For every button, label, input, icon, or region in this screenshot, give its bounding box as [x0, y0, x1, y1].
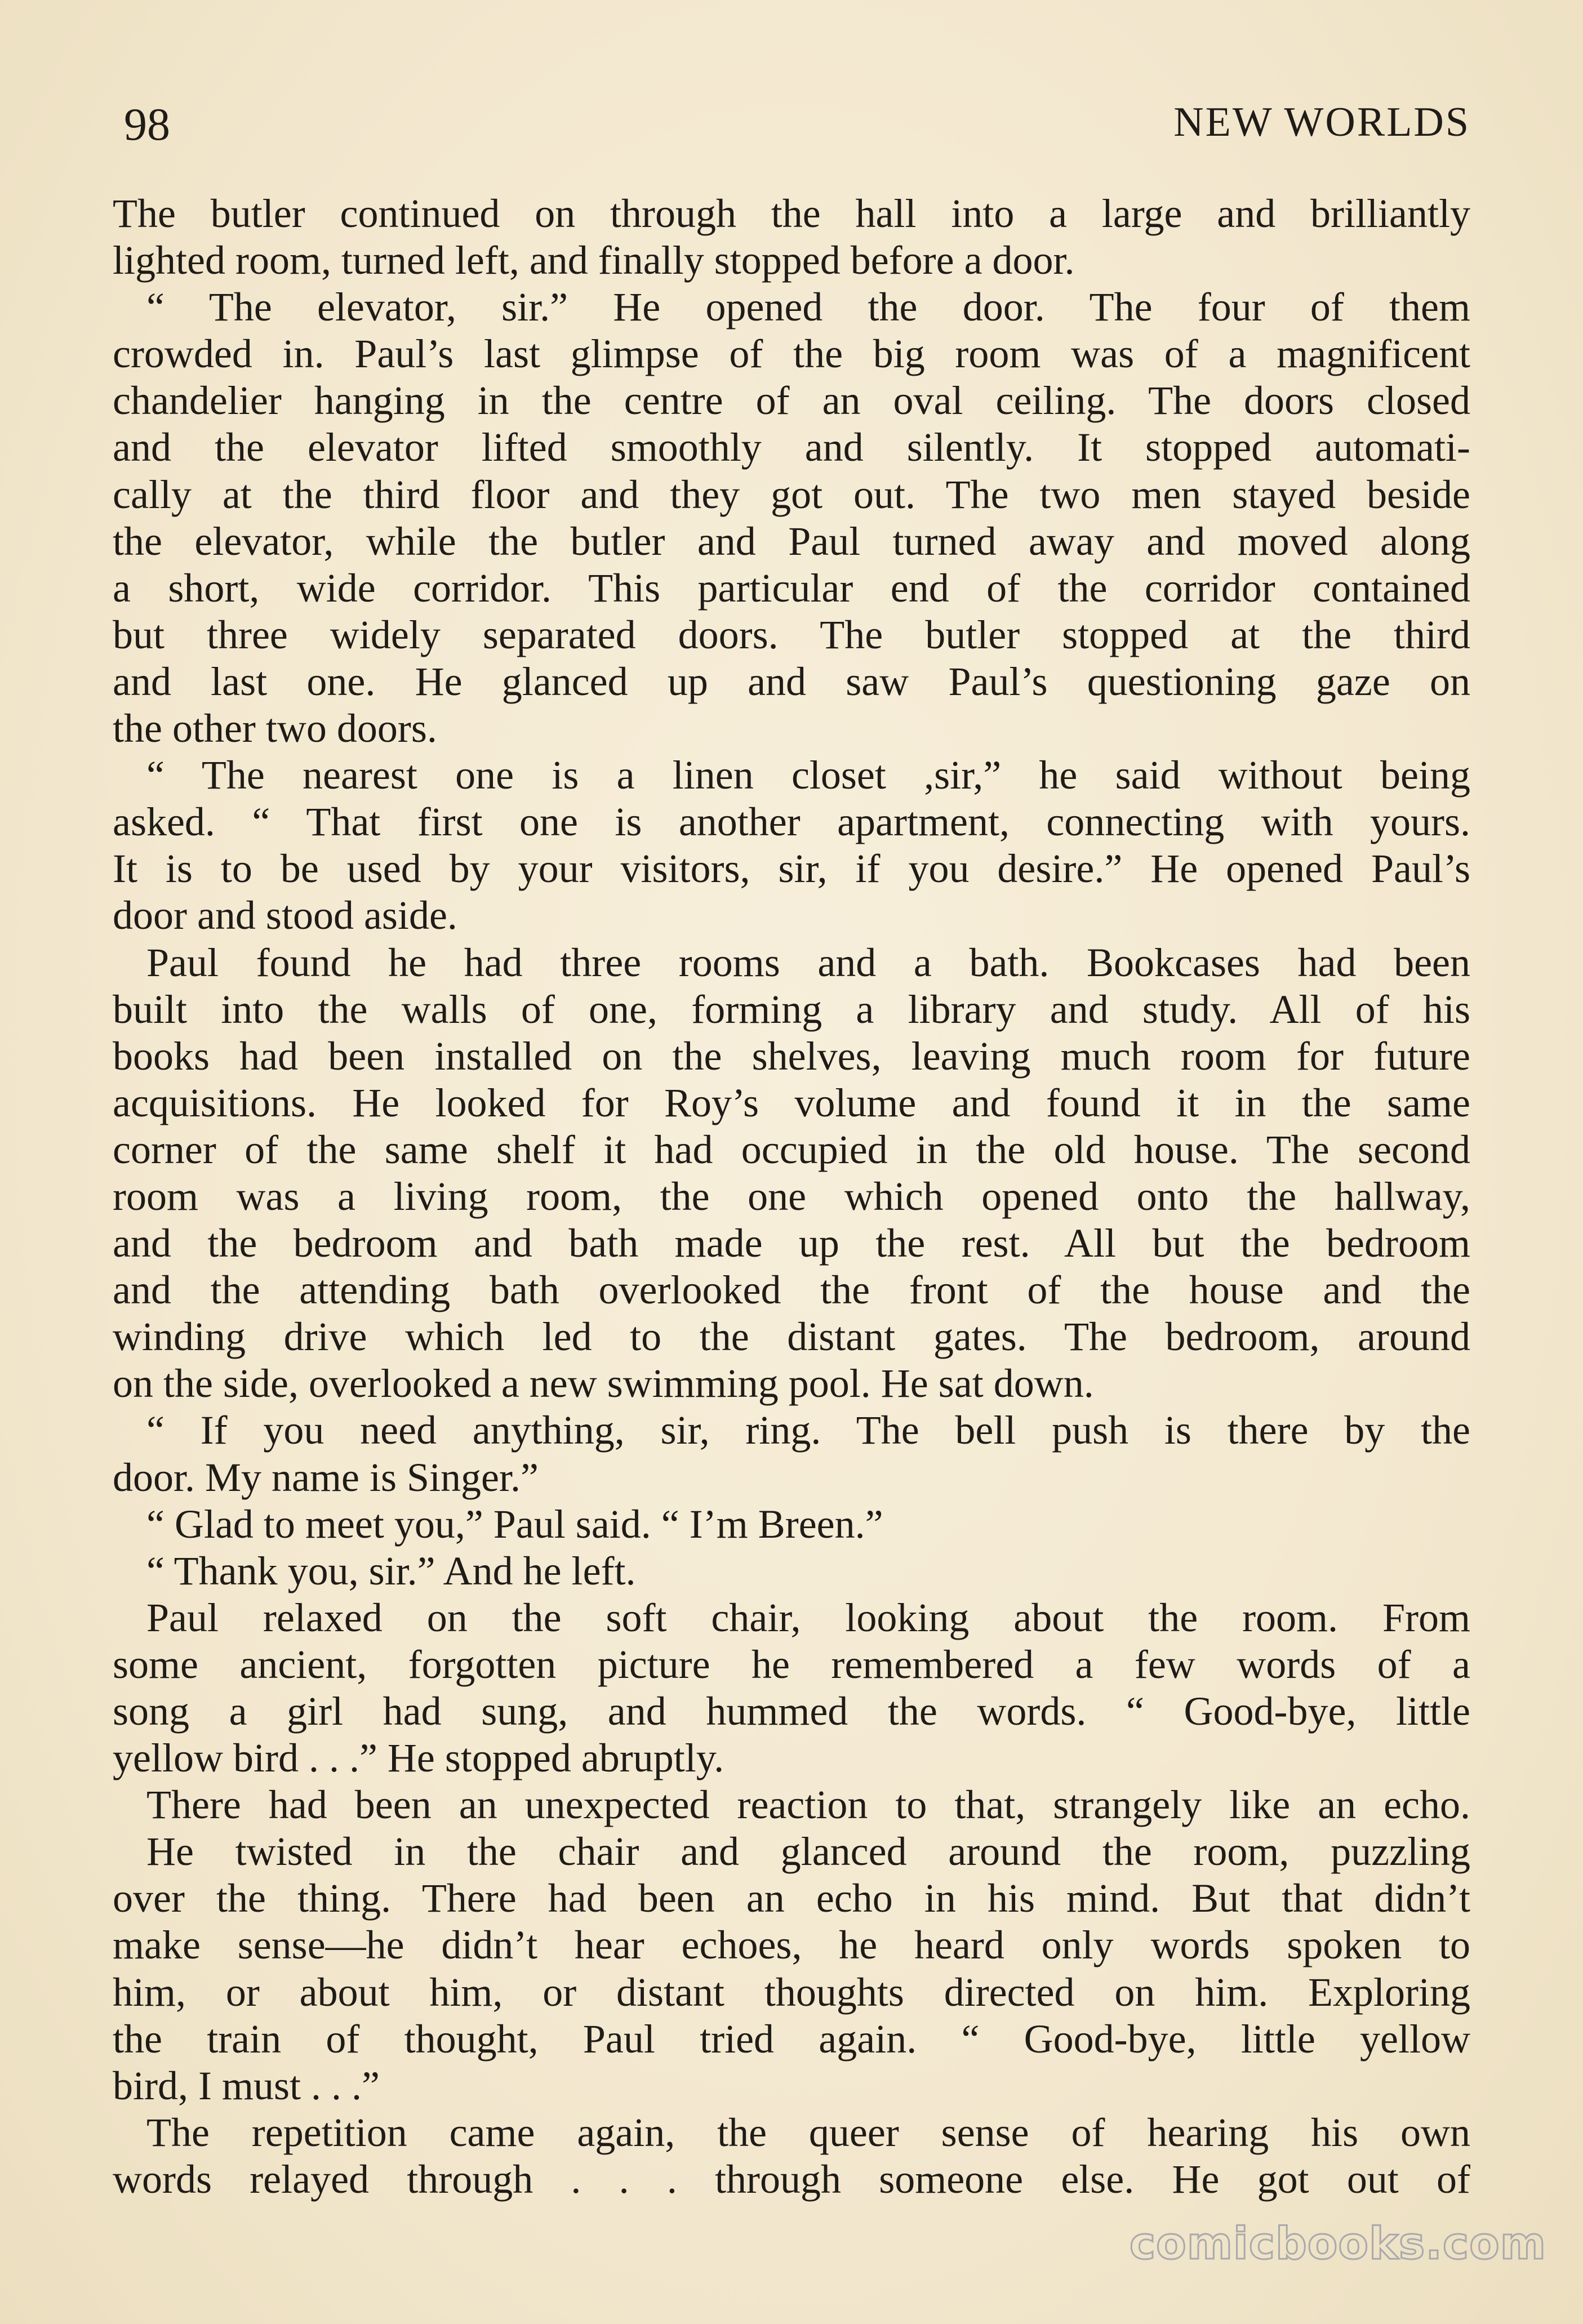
text-line: the train of thought, Paul tried again. “ Good-bye, little yellow: [113, 2016, 1470, 2062]
text-line: winding drive which led to the distant gates. The bedroom, around: [113, 1314, 1470, 1360]
page-number: 98: [124, 99, 170, 150]
text-line: the other two doors.: [113, 706, 437, 751]
text-line: Paul found he had three rooms and a bath. Bookcases had been: [146, 940, 1470, 985]
text-line: built into the walls of one, forming a library and study. All of his: [113, 986, 1470, 1032]
text-line: The butler continued on through the hall into a large and brilliantly: [113, 191, 1470, 236]
text-line: “ The nearest one is a linen closet ,sir,” he said without being: [146, 753, 1470, 798]
text-line: chandelier hanging in the centre of an oval ceiling. The doors closed: [113, 378, 1470, 424]
text-line: but three widely separated doors. The butler stopped at the third: [113, 612, 1470, 657]
text-line: The repetition came again, the queer sense of hearing his own: [146, 2109, 1470, 2155]
text-line: on the side, overlooked a new swimming pool. He sat down.: [113, 1361, 1094, 1406]
text-line: him, or about him, or distant thoughts directed on him. Exploring: [113, 1969, 1470, 2015]
text-line: and the elevator lifted smoothly and silently. It stopped automati-: [113, 425, 1470, 470]
text-line: over the thing. There had been an echo in his mind. But that didn’t: [113, 1876, 1470, 1921]
text-line: and last one. He glanced up and saw Paul’s questioning gaze on: [113, 658, 1470, 704]
text-line: some ancient, forgotten picture he remembered a few words of a: [113, 1641, 1470, 1687]
text-line: books had been installed on the shelves, leaving much room for future: [113, 1033, 1470, 1079]
text-line: Paul relaxed on the soft chair, looking about the room. From: [146, 1595, 1470, 1640]
text-line: “ The elevator, sir.” He opened the door. The four of them: [146, 284, 1470, 330]
text-line: He twisted in the chair and glanced around the room, puzzling: [146, 1829, 1470, 1875]
running-head: NEW WORLDS: [1173, 99, 1470, 145]
body-text: [113, 190, 1470, 2203]
text-line: “ If you need anything, sir, ring. The bell push is there by the: [146, 1408, 1470, 1453]
text-line: and the attending bath overlooked the front of the house and the: [113, 1267, 1470, 1313]
text-line: a short, wide corridor. This particular end of the corridor contained: [113, 565, 1470, 611]
text-line: “ Thank you, sir.” And he left.: [146, 1548, 636, 1593]
text-line: yellow bird . . .” He stopped abruptly.: [113, 1735, 724, 1781]
text-line: cally at the third floor and they got out. The two men stayed beside: [113, 471, 1470, 517]
text-line: song a girl had sung, and hummed the words. “ Good-bye, little: [113, 1689, 1470, 1734]
text-line: words relayed through . . . through someone else. He got out of: [113, 2156, 1470, 2202]
text-line: asked. “ That first one is another apartment, connecting with yours.: [113, 799, 1470, 845]
page-header: [124, 96, 1470, 158]
text-line: and the bedroom and bath made up the rest. All but the bedroom: [113, 1221, 1470, 1266]
watermark: comicbooks.com: [1129, 2219, 1546, 2269]
text-line: the elevator, while the butler and Paul turned away and moved along: [113, 518, 1470, 564]
text-line: It is to be used by your visitors, sir, if you desire.” He opened Paul’s: [113, 846, 1470, 892]
text-line: corner of the same shelf it had occupied in the old house. The second: [113, 1127, 1470, 1172]
text-line: lighted room, turned left, and finally stopped before a door.: [113, 238, 1075, 283]
text-line: “ Glad to meet you,” Paul said. “ I’m Breen.”: [146, 1501, 883, 1547]
text-line: room was a living room, the one which opened onto the hallway,: [113, 1173, 1470, 1219]
text-line: There had been an unexpected reaction to that, strangely like an echo.: [146, 1782, 1470, 1828]
text-line: door. My name is Singer.”: [113, 1454, 539, 1500]
text-line: acquisitions. He looked for Roy’s volume and found it in the same: [113, 1080, 1470, 1125]
text-line: make sense—he didn’t hear echoes, he heard only words spoken to: [113, 1922, 1470, 1968]
text-line: bird, I must . . .”: [113, 2063, 380, 2108]
text-line: door and stood aside.: [113, 893, 457, 938]
text-line: crowded in. Paul’s last glimpse of the big room was of a magnificent: [113, 331, 1470, 377]
